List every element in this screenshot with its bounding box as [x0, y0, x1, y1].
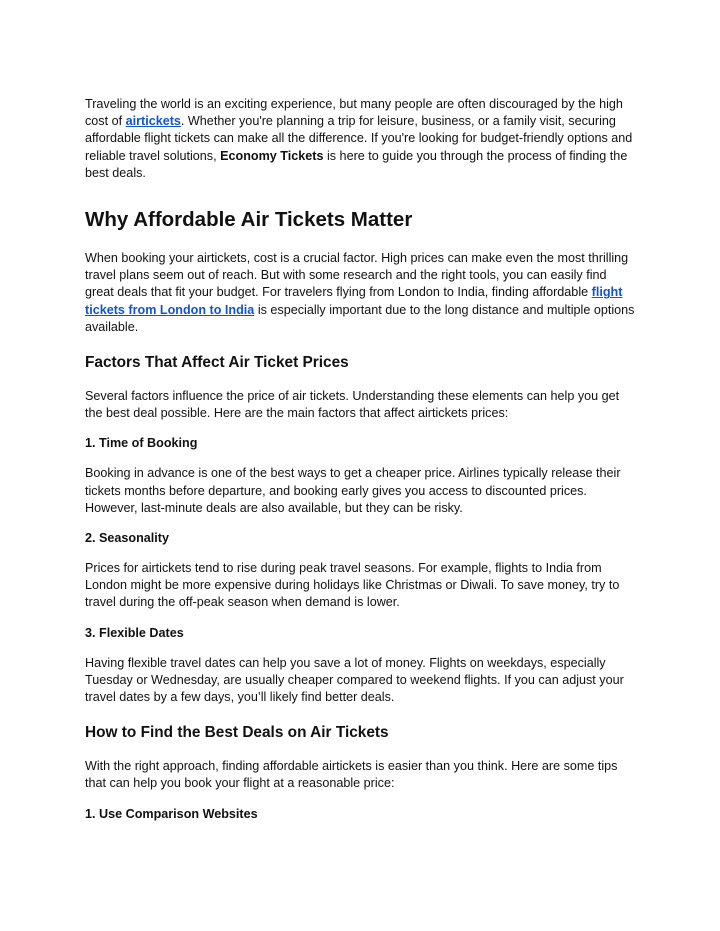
why-text-1: When booking your airtickets, cost is a crucial factor. High prices can make even the most thrilling travel plans seem out of reach. But with some research and the right tools, you can easily find great deals that fit your budget. For travelers flying from London to India, finding affordable — [85, 251, 629, 300]
deals-intro: With the right approach, finding affordable airtickets is easier than you think. Here are some tips that can help you book your flight at a reasonable price: — [85, 759, 618, 791]
factor-title-booking-time: 1. Time of Booking — [85, 436, 198, 451]
london-india-link[interactable]: flight tickets from London to India — [85, 285, 623, 317]
factor-title-flexible-dates: 3. Flexible Dates — [85, 625, 184, 640]
intro-text-3: is here to guide you through the process of finding the best deals. — [85, 148, 628, 180]
document-page — [85, 96, 637, 823]
factor-body-booking-time: Booking in advance is one of the best ways to get a cheaper price. Airlines typically release their tickets months before departure, and booking early gives you access to discounted prices. However, last-minute deals are also available, but they can be risky. — [85, 466, 621, 515]
deals-heading: How to Find the Best Deals on Air Tickets — [85, 724, 389, 742]
factor-body-seasonality: Prices for airtickets tend to rise during peak travel seasons. For example, flights to India from London might be more expensive during holidays like Christmas or Diwali. To save money, try to travel during the off-peak season when demand is lower. — [85, 561, 620, 610]
intro-paragraph — [85, 96, 637, 182]
factor-body-flexible-dates: Having flexible travel dates can help you save a lot of money. Flights on weekdays, especially Tuesday or Wednesday, are usually cheaper compared to weekend flights. If you can adjust your travel dates by a few days, you’ll likely find better deals. — [85, 655, 624, 705]
why-heading: Why Affordable Air Tickets Matter — [85, 208, 413, 232]
intro-text-1: Traveling the world is an exciting experience, but many people are often discouraged by the high cost of — [85, 97, 623, 129]
why-text-2: is especially important due to the long distance and multiple options available. — [85, 302, 635, 334]
airtickets-link[interactable]: airtickets — [125, 114, 181, 129]
intro-text-2: . Whether you're planning a trip for leisure, business, or a family visit, securing affordable flight tickets can make all the difference. If you're looking for budget-friendly options and reliable travel solutions, — [85, 114, 633, 163]
factors-heading: Factors That Affect Air Ticket Prices — [85, 354, 349, 372]
factor-title-seasonality: 2. Seasonality — [85, 531, 169, 546]
brand-name: Economy Tickets — [220, 148, 324, 163]
deal-title-comparison-websites: 1. Use Comparison Websites — [85, 806, 258, 821]
why-paragraph — [85, 250, 637, 336]
factors-intro: Several factors influence the price of air tickets. Understanding these elements can help you get the best deal possible. Here are the main factors that affect airtickets prices: — [85, 389, 620, 421]
